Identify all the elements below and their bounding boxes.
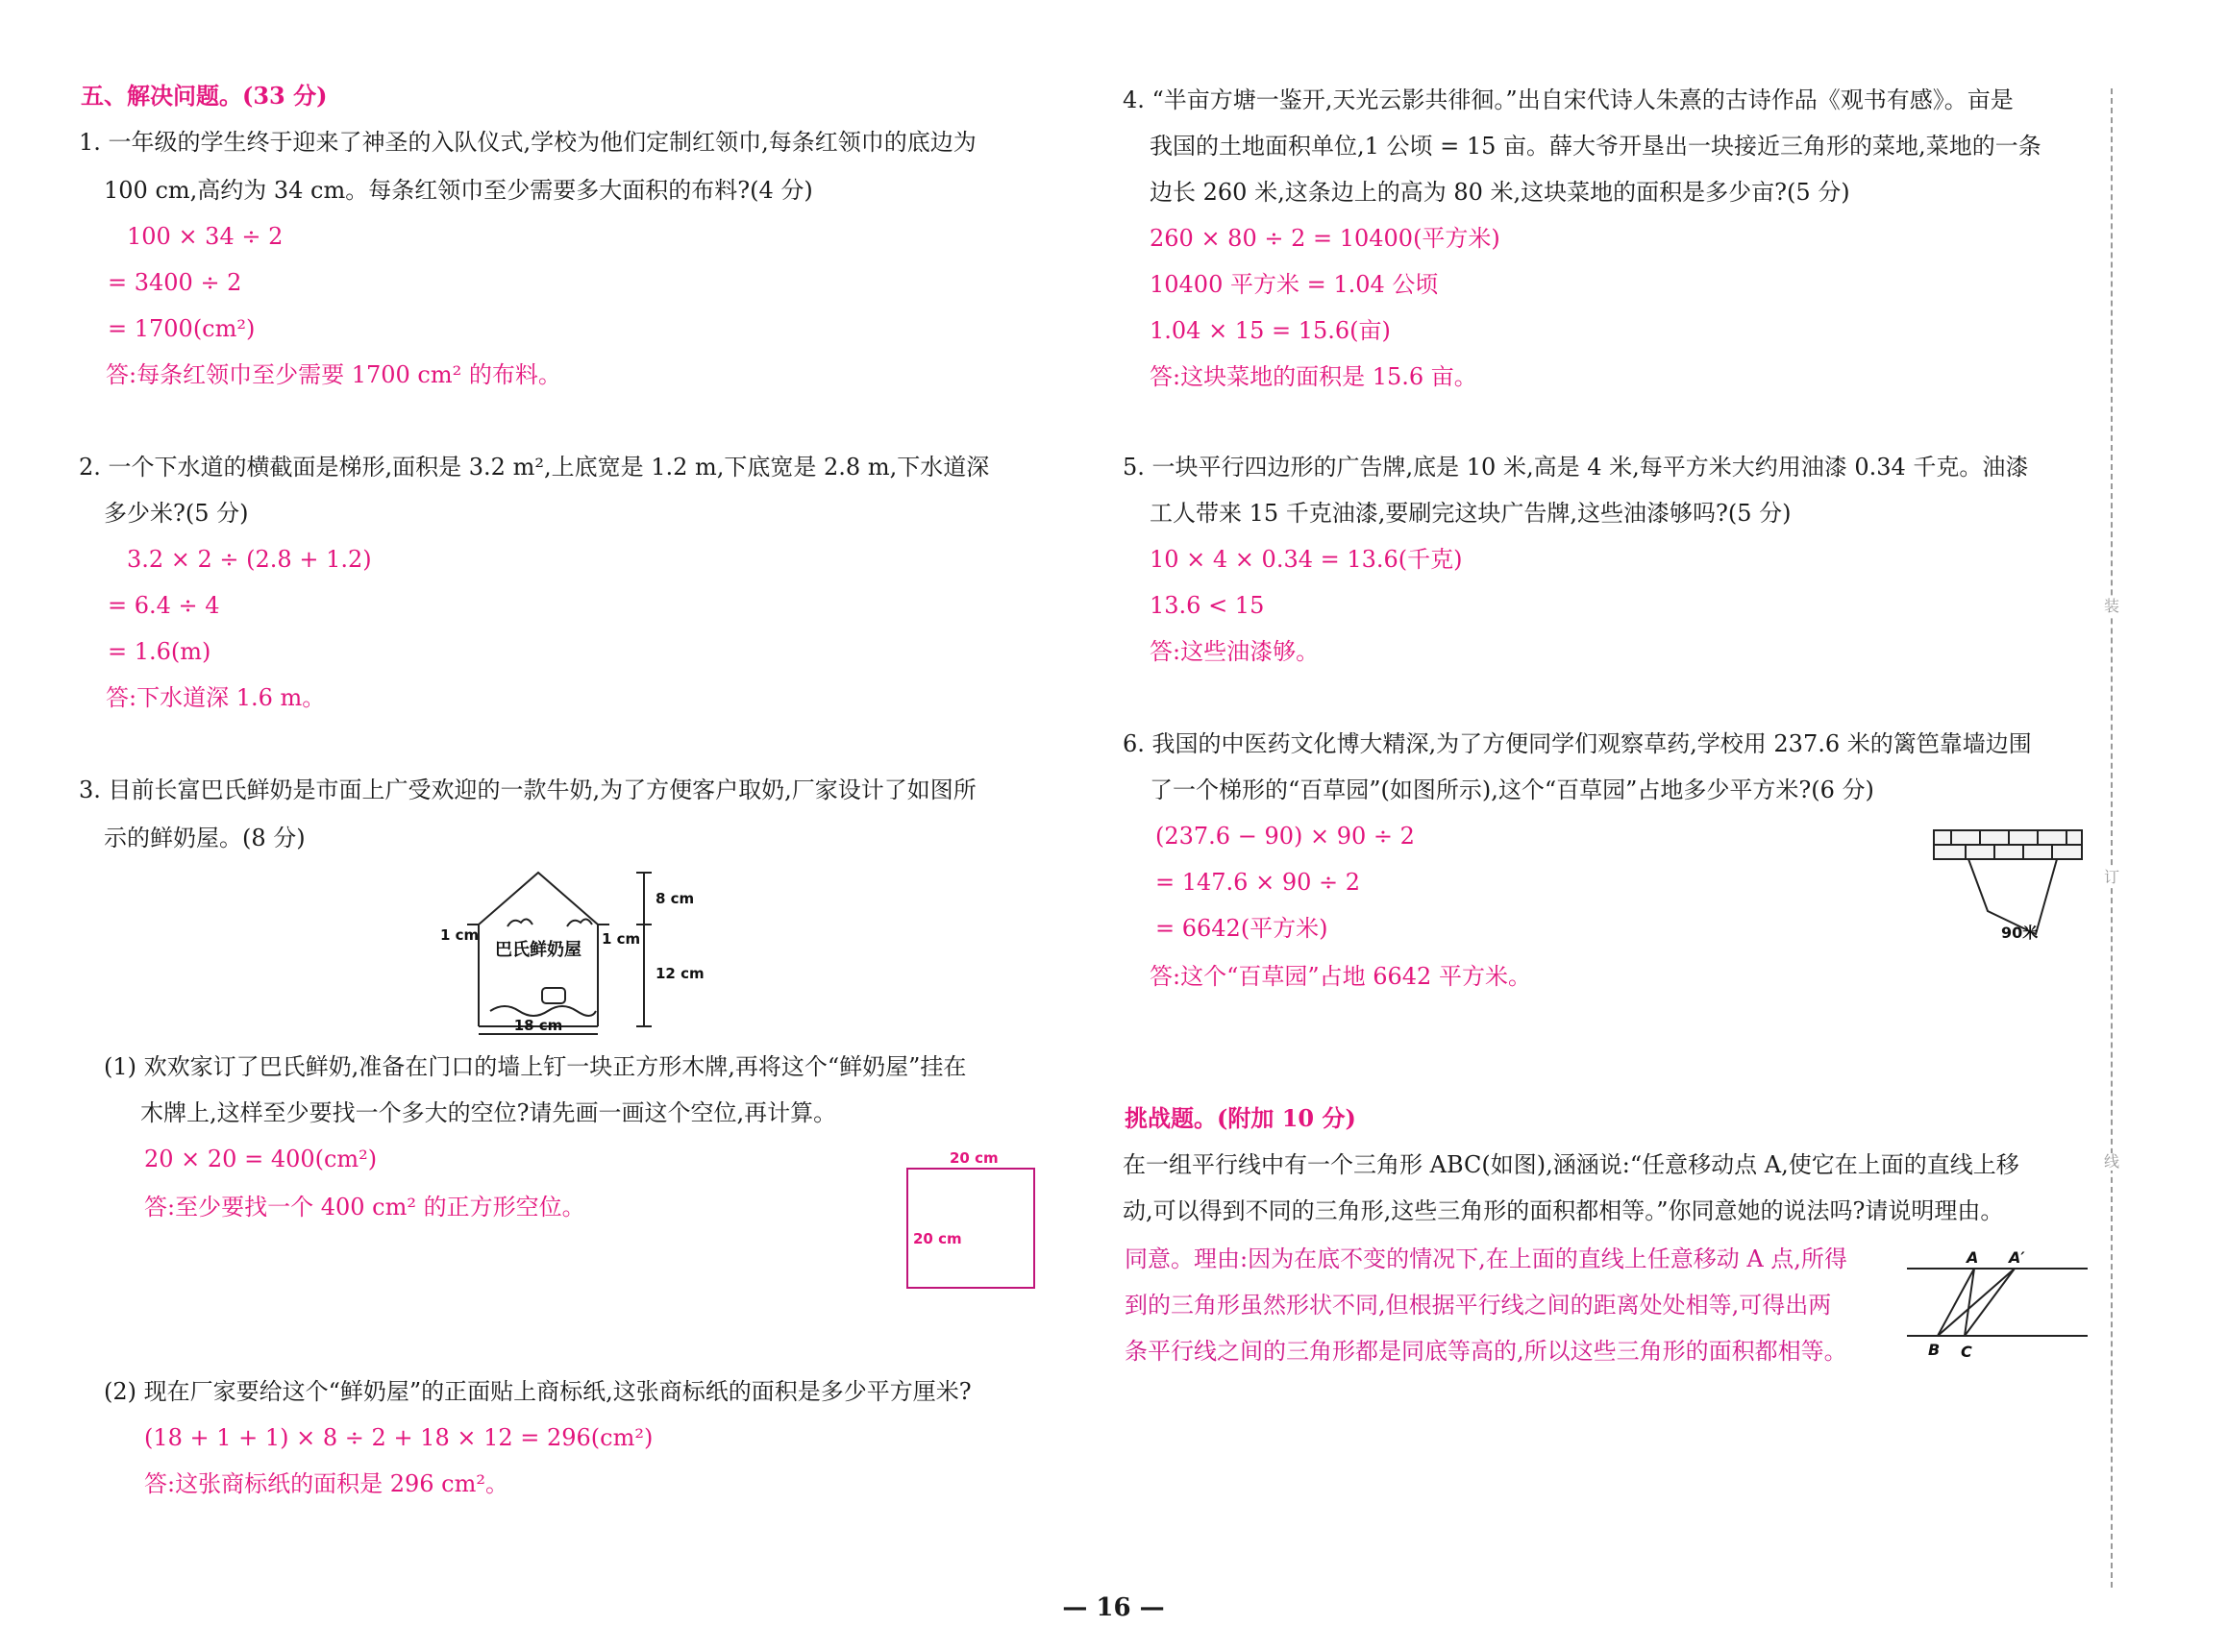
q5-answer-sentence: 答:这些油漆够。 xyxy=(1150,638,1320,665)
section-title: 五、解决问题。(33 分) xyxy=(81,82,328,110)
q6-answer-line: = 147.6 × 90 ÷ 2 xyxy=(1155,869,1360,896)
q5-text-line1: 5. 一块平行四边形的广告牌,底是 10 米,高是 4 米,每平方米大约用油漆 0.34 千克。油漆 xyxy=(1123,454,2029,481)
q2-text-line2: 多少米?(5 分) xyxy=(104,500,249,527)
challenge-answer-line: 同意。理由:因为在底不变的情况下,在上面的直线上任意移动 A 点,所得 xyxy=(1125,1245,1847,1272)
q5-answer-line: 13.6 < 15 xyxy=(1150,592,1265,619)
q3-part2-answer-sentence: 答:这张商标纸的面积是 296 cm²。 xyxy=(144,1470,508,1497)
q4-answer-sentence: 答:这块菜地的面积是 15.6 亩。 xyxy=(1150,363,1477,390)
q1-answer-line: 100 × 34 ÷ 2 xyxy=(127,223,284,250)
challenge-answer-line: 条平行线之间的三角形都是同底等高的,所以这些三角形的面积都相等。 xyxy=(1125,1338,1847,1365)
q2-answer-sentence: 答:下水道深 1.6 m。 xyxy=(106,684,326,711)
q3-part1-line1: (1) 欢欢家订了巴氏鲜奶,准备在门口的墙上钉一块正方形木牌,再将这个“鲜奶屋”挂在 xyxy=(104,1053,967,1080)
q3-text-line2: 示的鲜奶屋。(8 分) xyxy=(104,825,306,851)
q3-text-line1: 3. 目前长富巴氏鲜奶是市面上广受欢迎的一款牛奶,为了方便客户取奶,厂家设计了如图所 xyxy=(79,777,977,803)
q3-part1-answer: 20 × 20 = 400(cm²) xyxy=(144,1146,378,1172)
challenge-text-line2: 动,可以得到不同的三角形,这些三角形的面积都相等。”你同意她的说法吗?请说明理由。 xyxy=(1123,1197,2004,1224)
q1-text-line2: 100 cm,高约为 34 cm。每条红领巾至少需要多大面积的布料?(4 分) xyxy=(104,177,813,204)
parallel-lines-figure xyxy=(1907,1236,2090,1361)
label-c: C xyxy=(1961,1343,1972,1361)
milk-house-sign: 巴氏鲜奶屋 xyxy=(495,940,581,960)
challenge-answer-line: 到的三角形虽然形状不同,但根据平行线之间的距离处处相等,可得出两 xyxy=(1125,1292,1832,1319)
q3-part2-answer: (18 + 1 + 1) × 8 ÷ 2 + 18 × 12 = 296(cm²) xyxy=(144,1424,654,1451)
q4-text-line1: 4. “半亩方塘一鉴开,天光云影共徘徊。”出自宋代诗人朱熹的古诗作品《观书有感》。亩是 xyxy=(1123,86,2014,113)
q2-answer-line: = 1.6(m) xyxy=(108,638,211,665)
q6-answer-line: (237.6 − 90) × 90 ÷ 2 xyxy=(1155,823,1415,850)
label-a-prime: A′ xyxy=(2009,1248,2025,1267)
q5-text-line2: 工人带来 15 千克油漆,要刷完这块广告牌,这些油漆够吗?(5 分) xyxy=(1150,500,1792,527)
q1-answer-line: = 1700(cm²) xyxy=(108,315,256,342)
q6-text-line1: 6. 我国的中医药文化博大精深,为了方便同学们观察草药,学校用 237.6 米的篱笆靠墙边围 xyxy=(1123,730,2032,757)
width-label: 18 cm xyxy=(513,1017,563,1034)
q5-answer-line: 10 × 4 × 0.34 = 13.6(千克) xyxy=(1150,546,1463,573)
q1-answer-line: = 3400 ÷ 2 xyxy=(108,269,242,296)
binding-mark: 线 xyxy=(2104,1152,2120,1171)
herb-garden-figure xyxy=(1932,826,2086,942)
q3-part2-line1: (2) 现在厂家要给这个“鲜奶屋”的正面贴上商标纸,这张商标纸的面积是多少平方厘米? xyxy=(104,1378,972,1405)
milk-house-figure xyxy=(433,865,721,1038)
q4-text-line2: 我国的土地面积单位,1 公顷 = 15 亩。薛大爷开垦出一块接近三角形的菜地,菜地的一条 xyxy=(1150,133,2041,160)
q2-answer-line: 3.2 × 2 ÷ (2.8 + 1.2) xyxy=(127,546,372,573)
q3-part1-answer-sentence: 答:至少要找一个 400 cm² 的正方形空位。 xyxy=(144,1194,585,1221)
square-top-label: 20 cm xyxy=(950,1149,999,1167)
binding-mark: 订 xyxy=(2104,868,2120,886)
square-side-label: 20 cm xyxy=(913,1230,962,1247)
q2-answer-line: = 6.4 ÷ 4 xyxy=(108,592,220,619)
q4-answer-line: 260 × 80 ÷ 2 = 10400(平方米) xyxy=(1150,225,1500,252)
q6-text-line2: 了一个梯形的“百草园”(如图所示),这个“百草园”占地多少平方米?(6 分) xyxy=(1150,777,1874,803)
binding-mark: 装 xyxy=(2104,597,2120,615)
q2-text-line1: 2. 一个下水道的横截面是梯形,面积是 3.2 m²,上底宽是 1.2 m,下底宽是 2.8 m,下水道深 xyxy=(79,454,990,481)
q4-text-line3: 边长 260 米,这条边上的高为 80 米,这块菜地的面积是多少亩?(5 分) xyxy=(1150,179,1850,206)
q6-answer-sentence: 答:这个“百草园”占地 6642 平方米。 xyxy=(1150,963,1531,990)
q4-answer-line: 10400 平方米 = 1.04 公顷 xyxy=(1150,271,1439,298)
square-space-figure xyxy=(903,1144,1043,1297)
challenge-title: 挑战题。(附加 10 分) xyxy=(1125,1104,1356,1132)
q3-part1-line2: 木牌上,这样至少要找一个多大的空位?请先画一画这个空位,再计算。 xyxy=(140,1099,837,1126)
binding-dashed-line xyxy=(2111,88,2113,1588)
right-margin-label: 1 cm xyxy=(602,930,641,948)
label-b: B xyxy=(1928,1341,1941,1359)
q1-text-line1: 1. 一年级的学生终于迎来了神圣的入队仪式,学校为他们定制红领巾,每条红领巾的底边为 xyxy=(79,129,977,156)
challenge-text-line1: 在一组平行线中有一个三角形 ABC(如图),涵涵说:“任意移动点 A,使它在上面的直线上移 xyxy=(1123,1151,2019,1178)
left-margin-label: 1 cm xyxy=(440,926,480,944)
herb-garden-label: 90米 xyxy=(2001,924,2039,942)
label-a: A xyxy=(1967,1248,1979,1267)
q1-answer-sentence: 答:每条红领巾至少需要 1700 cm² 的布料。 xyxy=(106,361,561,388)
roof-height-label: 8 cm xyxy=(656,890,695,907)
q4-answer-line: 1.04 × 15 = 15.6(亩) xyxy=(1150,317,1391,344)
wall-height-label: 12 cm xyxy=(656,965,705,982)
page-number: — 16 — xyxy=(1062,1593,1165,1622)
q6-answer-line: = 6642(平方米) xyxy=(1155,915,1328,942)
